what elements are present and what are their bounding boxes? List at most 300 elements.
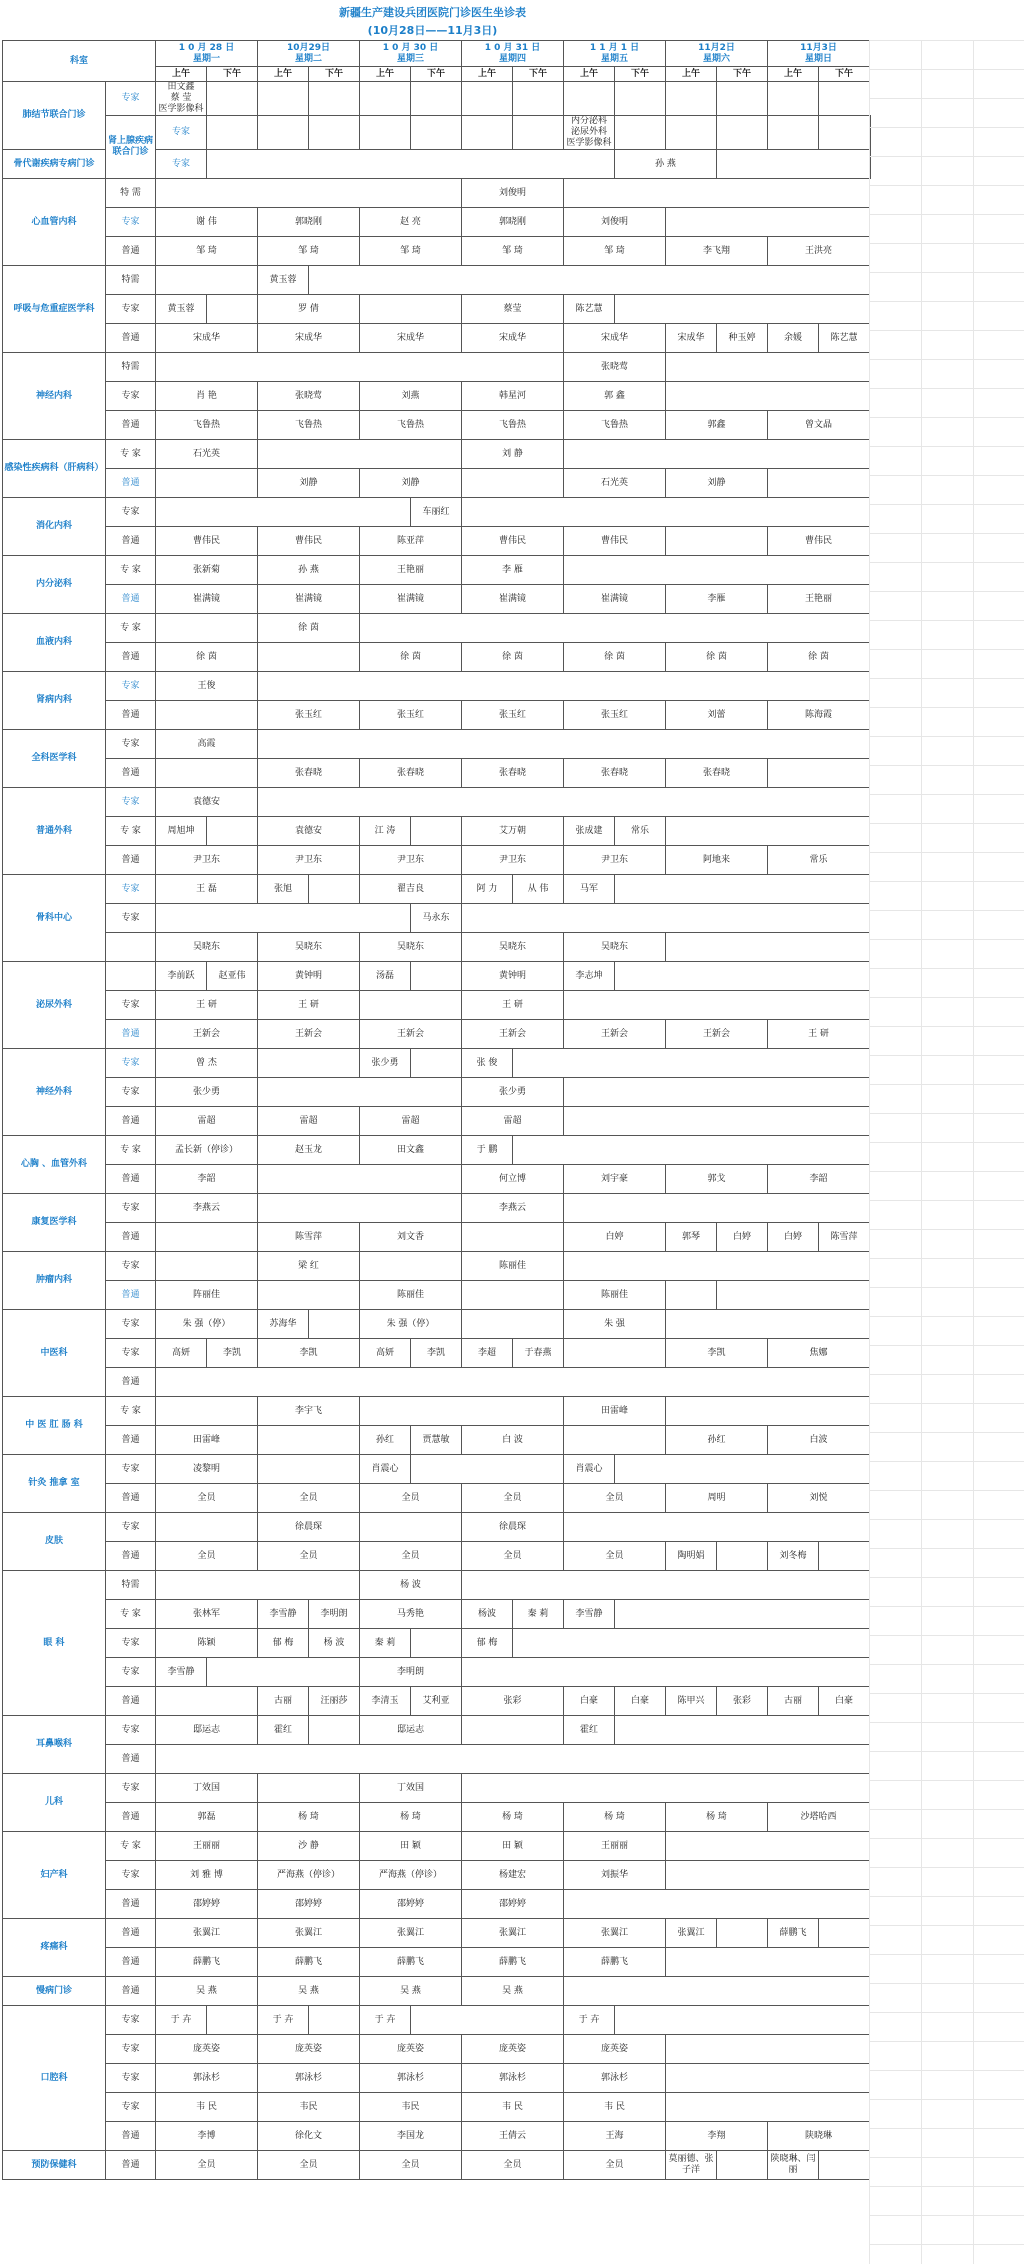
doctor-cell: 罗 倩 — [258, 295, 360, 324]
empty-cell — [819, 82, 870, 116]
doctor-cell: 李雪静 — [564, 1600, 615, 1629]
empty-cell — [258, 643, 360, 672]
empty-cell — [207, 817, 258, 846]
schedule-row — [3, 208, 871, 237]
visit-type: 专家 — [106, 498, 156, 527]
doctor-cell: 马军 — [564, 875, 615, 904]
visit-type: 专 家 — [106, 1136, 156, 1165]
doctor-cell: 全员 — [564, 1542, 666, 1571]
empty-cell — [513, 1136, 870, 1165]
visit-type: 普通 — [106, 1890, 156, 1919]
dept-name: 耳鼻喉科 — [3, 1716, 106, 1774]
visit-type: 专家 — [106, 1455, 156, 1484]
doctor-cell: 邵婷婷 — [360, 1890, 462, 1919]
empty-cell — [768, 82, 819, 116]
doctor-cell: 常乐 — [615, 817, 666, 846]
empty-cell — [258, 1165, 462, 1194]
visit-type: 普通 — [106, 1484, 156, 1513]
empty-cell — [666, 1397, 870, 1426]
dept-name: 中医科 — [3, 1310, 106, 1397]
day-weekday: 星期三 — [396, 53, 424, 64]
doctor-cell: 翟吉良 — [360, 875, 462, 904]
doctor-cell: 吴 燕 — [360, 1977, 462, 2006]
doctor-cell: 刘悦 — [768, 1484, 870, 1513]
page-title: 新疆生产建设兵团医院门诊医生坐诊表 — [339, 6, 526, 19]
empty-cell — [564, 1252, 870, 1281]
doctor-cell: 杨建宏 — [462, 1861, 564, 1890]
doctor-cell: 张玉红 — [462, 701, 564, 730]
dept-name: 心血管内科 — [3, 179, 106, 266]
doctor-cell: 全员 — [462, 1542, 564, 1571]
doctor-cell: 刘冬梅 — [768, 1542, 819, 1571]
visit-type: 普通 — [106, 1687, 156, 1716]
doctor-cell: 邵婷婷 — [156, 1890, 258, 1919]
empty-cell — [768, 759, 870, 788]
visit-type — [106, 962, 156, 991]
doctor-cell: 徐 茵 — [258, 614, 360, 643]
dept-name: 呼吸与危重症医学科 — [3, 266, 106, 353]
doctor-cell: 田 颖 — [360, 1832, 462, 1861]
day-date: 11月2日 — [698, 42, 735, 53]
doctor-cell: 周明 — [666, 1484, 768, 1513]
empty-cell — [156, 1252, 258, 1281]
empty-cell — [360, 82, 411, 116]
doctor-cell: 郭戈 — [666, 1165, 768, 1194]
doctor-cell: 王 研 — [768, 1020, 870, 1049]
doctor-cell: 飞鲁热 — [156, 411, 258, 440]
schedule-row — [3, 875, 871, 904]
visit-type: 专家 — [106, 875, 156, 904]
doctor-cell: 张春晓 — [462, 759, 564, 788]
schedule-row — [3, 382, 871, 411]
doctor-cell: 王 研 — [156, 991, 258, 1020]
doctor-cell: 李明朗 — [309, 1600, 360, 1629]
empty-cell — [207, 116, 258, 150]
doctor-cell: 丁效国 — [360, 1774, 462, 1803]
doctor-cell: 曹伟民 — [258, 527, 360, 556]
doctor-cell: 陈亚萍 — [360, 527, 462, 556]
visit-type: 专家 — [106, 1049, 156, 1078]
doctor-cell: 肖震心 — [360, 1455, 411, 1484]
empty-cell — [156, 1368, 870, 1397]
doctor-cell: 曾文晶 — [768, 411, 870, 440]
doctor-cell: 郭磊 — [156, 1803, 258, 1832]
schedule-row — [3, 527, 871, 556]
am-label: 上午 — [156, 67, 207, 82]
doctor-cell: 余媛 — [768, 324, 819, 353]
doctor-cell: 李翔 — [666, 2122, 768, 2151]
doctor-cell: 雷超 — [360, 1107, 462, 1136]
visit-type: 专 家 — [106, 440, 156, 469]
doctor-cell: 韦 民 — [564, 2093, 666, 2122]
doctor-cell: 杨 波 — [309, 1629, 360, 1658]
doctor-cell: 谢 伟 — [156, 208, 258, 237]
empty-cell — [207, 1658, 360, 1687]
visit-type: 普通 — [106, 2151, 156, 2180]
doctor-cell: 田文鑫 — [360, 1136, 462, 1165]
visit-type: 专家 — [106, 2006, 156, 2035]
doctor-cell: 徐 茵 — [360, 643, 462, 672]
doctor-cell: 徐 茵 — [564, 643, 666, 672]
doctor-cell: 沙塔哈西 — [768, 1803, 870, 1832]
empty-cell — [360, 1397, 564, 1426]
doctor-cell: 李燕云 — [156, 1194, 258, 1223]
empty-cell — [411, 1049, 462, 1078]
empty-cell — [717, 116, 768, 150]
dept-name: 泌尿外科 — [3, 962, 106, 1049]
doctor-cell: 张少勇 — [156, 1078, 258, 1107]
schedule-row — [3, 1919, 871, 1948]
doctor-cell: 张翼江 — [258, 1919, 360, 1948]
schedule-table — [2, 40, 871, 2180]
schedule-row — [3, 1861, 871, 1890]
doctor-cell: 陈雪萍 — [258, 1223, 360, 1252]
doctor-cell: 郭 鑫 — [564, 382, 666, 411]
empty-cell — [258, 1774, 360, 1803]
doctor-cell: 吴 燕 — [462, 1977, 564, 2006]
day-header — [768, 41, 870, 67]
empty-cell — [615, 82, 666, 116]
doctor-cell: 薛鹏飞 — [564, 1948, 666, 1977]
visit-type: 普通 — [106, 643, 156, 672]
doctor-cell: 曹伟民 — [768, 527, 870, 556]
dept-name: 肿瘤内科 — [3, 1252, 106, 1310]
doctor-cell: 焦娜 — [768, 1339, 870, 1368]
doctor-cell: 韦民 — [258, 2093, 360, 2122]
dept-name: 慢病门诊 — [3, 1977, 106, 2006]
doctor-cell: 黄玉蓉 — [156, 295, 207, 324]
empty-cell — [564, 556, 870, 585]
doctor-cell: 苏海华 — [258, 1310, 309, 1339]
doctor-cell: 陈丽佳 — [564, 1281, 666, 1310]
doctor-cell: 王倩云 — [462, 2122, 564, 2151]
doctor-cell: 于 卉 — [564, 2006, 615, 2035]
doctor-cell: 陕晓琳、闫丽 — [768, 2151, 819, 2180]
doctor-cell: 王新会 — [360, 1020, 462, 1049]
empty-cell — [207, 82, 258, 116]
empty-cell — [156, 1571, 360, 1600]
doctor-cell: 李超 — [462, 1339, 513, 1368]
am-label: 上午 — [564, 67, 615, 82]
visit-type: 专家 — [156, 150, 207, 179]
schedule-row — [3, 469, 871, 498]
doctor-cell: 邹 琦 — [360, 237, 462, 266]
schedule-row — [3, 1716, 871, 1745]
doctor-cell: 雷超 — [462, 1107, 564, 1136]
doctor-cell: 马永东 — [411, 904, 462, 933]
day-weekday: 星期二 — [294, 53, 322, 64]
doctor-cell: 贾慧敏 — [411, 1426, 462, 1455]
empty-cell — [462, 1310, 564, 1339]
empty-cell — [156, 179, 462, 208]
doctor-cell: 高妍 — [360, 1339, 411, 1368]
schedule-row — [3, 2093, 871, 2122]
empty-cell — [666, 2035, 870, 2064]
doctor-cell: 尹卫东 — [462, 846, 564, 875]
doctor-cell: 孟长新（停诊） — [156, 1136, 258, 1165]
doctor-cell: 张翼江 — [564, 1919, 666, 1948]
dept-header: 科室 — [3, 41, 156, 82]
visit-type: 普通 — [106, 469, 156, 498]
empty-cell — [615, 1455, 870, 1484]
visit-type: 专家 — [106, 2064, 156, 2093]
empty-cell — [615, 875, 870, 904]
doctor-cell: 白豪 — [615, 1687, 666, 1716]
visit-type: 专家 — [106, 1194, 156, 1223]
doctor-cell: 飞鲁热 — [360, 411, 462, 440]
empty-cell — [309, 2006, 360, 2035]
doctor-cell: 张春晓 — [666, 759, 768, 788]
doctor-cell: 全员 — [360, 1484, 462, 1513]
schedule-row — [3, 353, 871, 382]
empty-cell — [666, 527, 768, 556]
visit-type: 专 家 — [106, 614, 156, 643]
empty-cell — [156, 614, 258, 643]
empty-cell — [411, 82, 462, 116]
doctor-cell: 张春晓 — [258, 759, 360, 788]
dept-name: 肺结节联合门诊 — [3, 82, 106, 150]
doctor-cell: 张翼江 — [666, 1919, 717, 1948]
dept-name: 疼痛科 — [3, 1919, 106, 1977]
dept-name: 感染性疾病科（肝病科） — [3, 440, 106, 498]
visit-type: 专家 — [106, 1252, 156, 1281]
empty-cell — [666, 1861, 870, 1890]
doctor-cell: 陶明娟 — [666, 1542, 717, 1571]
doctor-cell: 刘振华 — [564, 1861, 666, 1890]
doctor-cell: 尹卫东 — [156, 846, 258, 875]
doctor-cell: 郁 梅 — [258, 1629, 309, 1658]
doctor-cell: 雷超 — [156, 1107, 258, 1136]
doctor-cell: 张少勇 — [360, 1049, 411, 1078]
empty-cell — [717, 2151, 768, 2180]
empty-cell — [717, 150, 871, 179]
empty-cell — [666, 1281, 717, 1310]
empty-cell — [360, 614, 870, 643]
pm-label: 下午 — [411, 67, 462, 82]
empty-cell — [564, 1513, 870, 1542]
empty-cell — [666, 382, 870, 411]
doctor-cell: 杨 琦 — [564, 1803, 666, 1832]
doctor-cell: 孙红 — [360, 1426, 411, 1455]
doctor-cell: 吴 燕 — [156, 1977, 258, 2006]
dept-name: 神经外科 — [3, 1049, 106, 1136]
doctor-cell: 于春燕 — [513, 1339, 564, 1368]
visit-type: 专家 — [106, 1658, 156, 1687]
pm-label: 下午 — [615, 67, 666, 82]
doctor-cell: 王洪亮 — [768, 237, 870, 266]
visit-type: 普通 — [106, 1803, 156, 1832]
doctor-cell: 严海燕（停诊） — [258, 1861, 360, 1890]
doctor-cell: 尹卫东 — [360, 846, 462, 875]
doctor-cell: 阿 力 — [462, 875, 513, 904]
doctor-cell: 白 波 — [462, 1426, 564, 1455]
visit-type: 特需 — [106, 266, 156, 295]
empty-cell — [309, 1310, 360, 1339]
visit-type: 专家 — [106, 295, 156, 324]
empty-cell — [156, 1223, 258, 1252]
doctor-cell: 马秀艳 — [360, 1600, 462, 1629]
doctor-cell: 王艳丽 — [768, 585, 870, 614]
doctor-cell: 徐 茵 — [156, 643, 258, 672]
doctor-cell: 全员 — [156, 1484, 258, 1513]
doctor-cell: 孙红 — [666, 1426, 768, 1455]
doctor-cell: 宋成华 — [258, 324, 360, 353]
doctor-cell: 尹卫东 — [564, 846, 666, 875]
doctor-cell: 张晓莺 — [564, 353, 666, 382]
doctor-cell: 邹 琦 — [564, 237, 666, 266]
header-row — [3, 41, 871, 67]
doctor-cell: 张翼江 — [156, 1919, 258, 1948]
visit-type: 普通 — [106, 1368, 156, 1397]
doctor-cell: 崔满镜 — [564, 585, 666, 614]
doctor-cell: 秦 莉 — [513, 1600, 564, 1629]
doctor-cell: 张林军 — [156, 1600, 258, 1629]
empty-cell — [309, 266, 870, 295]
visit-type: 普通 — [106, 1542, 156, 1571]
doctor-cell: 张玉红 — [360, 701, 462, 730]
doctor-cell: 曹伟民 — [564, 527, 666, 556]
doctor-cell: 陈丽佳 — [462, 1252, 564, 1281]
schedule-row — [3, 2006, 871, 2035]
pm-label: 下午 — [819, 67, 870, 82]
doctor-cell: 赵亚伟 — [207, 962, 258, 991]
doctor-cell: 李韶 — [156, 1165, 258, 1194]
doctor-cell: 肖 艳 — [156, 382, 258, 411]
doctor-cell: 薛鹏飞 — [768, 1919, 819, 1948]
am-label: 上午 — [258, 67, 309, 82]
schedule-row — [3, 1455, 871, 1484]
schedule-row — [3, 324, 871, 353]
doctor-cell: 王俊 — [156, 672, 258, 701]
empty-cell — [564, 1890, 870, 1919]
schedule-row — [3, 991, 871, 1020]
doctor-cell: 庞英姿 — [156, 2035, 258, 2064]
doctor-cell: 田文鑫 蔡 莹 医学影像科 — [156, 82, 207, 116]
empty-cell — [564, 1194, 870, 1223]
empty-cell — [156, 469, 258, 498]
visit-type: 专 家 — [106, 1600, 156, 1629]
doctor-cell: 韦 民 — [462, 2093, 564, 2122]
doctor-cell: 黄钟明 — [462, 962, 564, 991]
doctor-cell: 陈海霞 — [768, 701, 870, 730]
schedule-row — [3, 846, 871, 875]
empty-cell — [411, 116, 462, 150]
visit-type: 专家 — [106, 788, 156, 817]
schedule-row — [3, 817, 871, 846]
schedule-row — [3, 1078, 871, 1107]
day-header — [462, 41, 564, 67]
schedule-row — [3, 759, 871, 788]
dept-name: 眼 科 — [3, 1571, 106, 1716]
empty-cell — [564, 1977, 870, 2006]
doctor-cell: 全员 — [258, 1542, 360, 1571]
doctor-cell: 张春晓 — [564, 759, 666, 788]
doctor-cell: 张翼江 — [462, 1919, 564, 1948]
doctor-cell: 徐晨琛 — [258, 1513, 360, 1542]
doctor-cell: 张 俊 — [462, 1049, 513, 1078]
doctor-cell: 阵丽佳 — [156, 1281, 258, 1310]
schedule-row — [3, 614, 871, 643]
doctor-cell: 何立博 — [462, 1165, 564, 1194]
empty-cell — [156, 498, 411, 527]
empty-cell — [564, 82, 615, 116]
dept-name: 心胸 、血管外科 — [3, 1136, 106, 1194]
doctor-cell: 吴 燕 — [258, 1977, 360, 2006]
schedule-row — [3, 2122, 871, 2151]
schedule-row — [3, 904, 871, 933]
doctor-cell: 徐 茵 — [768, 643, 870, 672]
visit-type — [106, 933, 156, 962]
empty-cell — [258, 788, 870, 817]
visit-type: 专家 — [106, 1774, 156, 1803]
doctor-cell: 李韶 — [768, 1165, 870, 1194]
empty-cell — [258, 1049, 360, 1078]
doctor-cell: 张旭 — [258, 875, 309, 904]
doctor-cell: 宋成华 — [360, 324, 462, 353]
empty-cell — [615, 2006, 870, 2035]
doctor-cell: 陈雪萍 — [819, 1223, 870, 1252]
doctor-cell: 曹伟民 — [156, 527, 258, 556]
doctor-cell: 陈颖 — [156, 1629, 258, 1658]
empty-cell — [156, 266, 258, 295]
doctor-cell: 郭泳杉 — [462, 2064, 564, 2093]
day-date: 1 1 月 1 日 — [589, 42, 640, 53]
doctor-cell: 崔满镜 — [360, 585, 462, 614]
doctor-cell: 崔满镜 — [156, 585, 258, 614]
visit-type: 普通 — [106, 585, 156, 614]
doctor-cell: 王 研 — [462, 991, 564, 1020]
schedule-row — [3, 701, 871, 730]
doctor-cell: 孙 燕 — [258, 556, 360, 585]
doctor-cell: 王新会 — [564, 1020, 666, 1049]
doctor-cell: 刘蕾 — [666, 701, 768, 730]
pm-label: 下午 — [309, 67, 360, 82]
visit-type: 普通 — [106, 1745, 156, 1774]
empty-cell — [462, 1774, 870, 1803]
doctor-cell: 宋成华 — [666, 324, 717, 353]
empty-cell — [411, 817, 462, 846]
empty-cell — [258, 672, 870, 701]
empty-cell — [309, 1716, 360, 1745]
doctor-cell: 刘燕 — [360, 382, 462, 411]
day-weekday: 星期日 — [804, 53, 832, 64]
dept-name: 儿科 — [3, 1774, 106, 1832]
doctor-cell: 徐晨琛 — [462, 1513, 564, 1542]
dept-name: 预防保健科 — [3, 2151, 106, 2180]
day-header — [156, 41, 258, 67]
schedule-row — [3, 295, 871, 324]
visit-type: 专家 — [106, 1078, 156, 1107]
doctor-cell: 从 伟 — [513, 875, 564, 904]
dept-name: 康复医学科 — [3, 1194, 106, 1252]
page-subtitle: (10月28日——11月3日) — [367, 24, 498, 37]
empty-cell — [717, 1919, 768, 1948]
doctor-cell: 薛鹏飞 — [156, 1948, 258, 1977]
empty-cell — [360, 295, 462, 324]
pm-label: 下午 — [513, 67, 564, 82]
visit-type: 普通 — [106, 759, 156, 788]
visit-type: 普通 — [106, 1977, 156, 2006]
schedule-row — [3, 933, 871, 962]
empty-cell — [564, 1426, 666, 1455]
doctor-cell: 杨 琦 — [666, 1803, 768, 1832]
doctor-cell: 张晓莺 — [258, 382, 360, 411]
schedule-row — [3, 788, 871, 817]
doctor-cell: 邹 琦 — [258, 237, 360, 266]
empty-cell — [564, 440, 870, 469]
doctor-cell: 刘文香 — [360, 1223, 462, 1252]
doctor-cell: 韩星河 — [462, 382, 564, 411]
